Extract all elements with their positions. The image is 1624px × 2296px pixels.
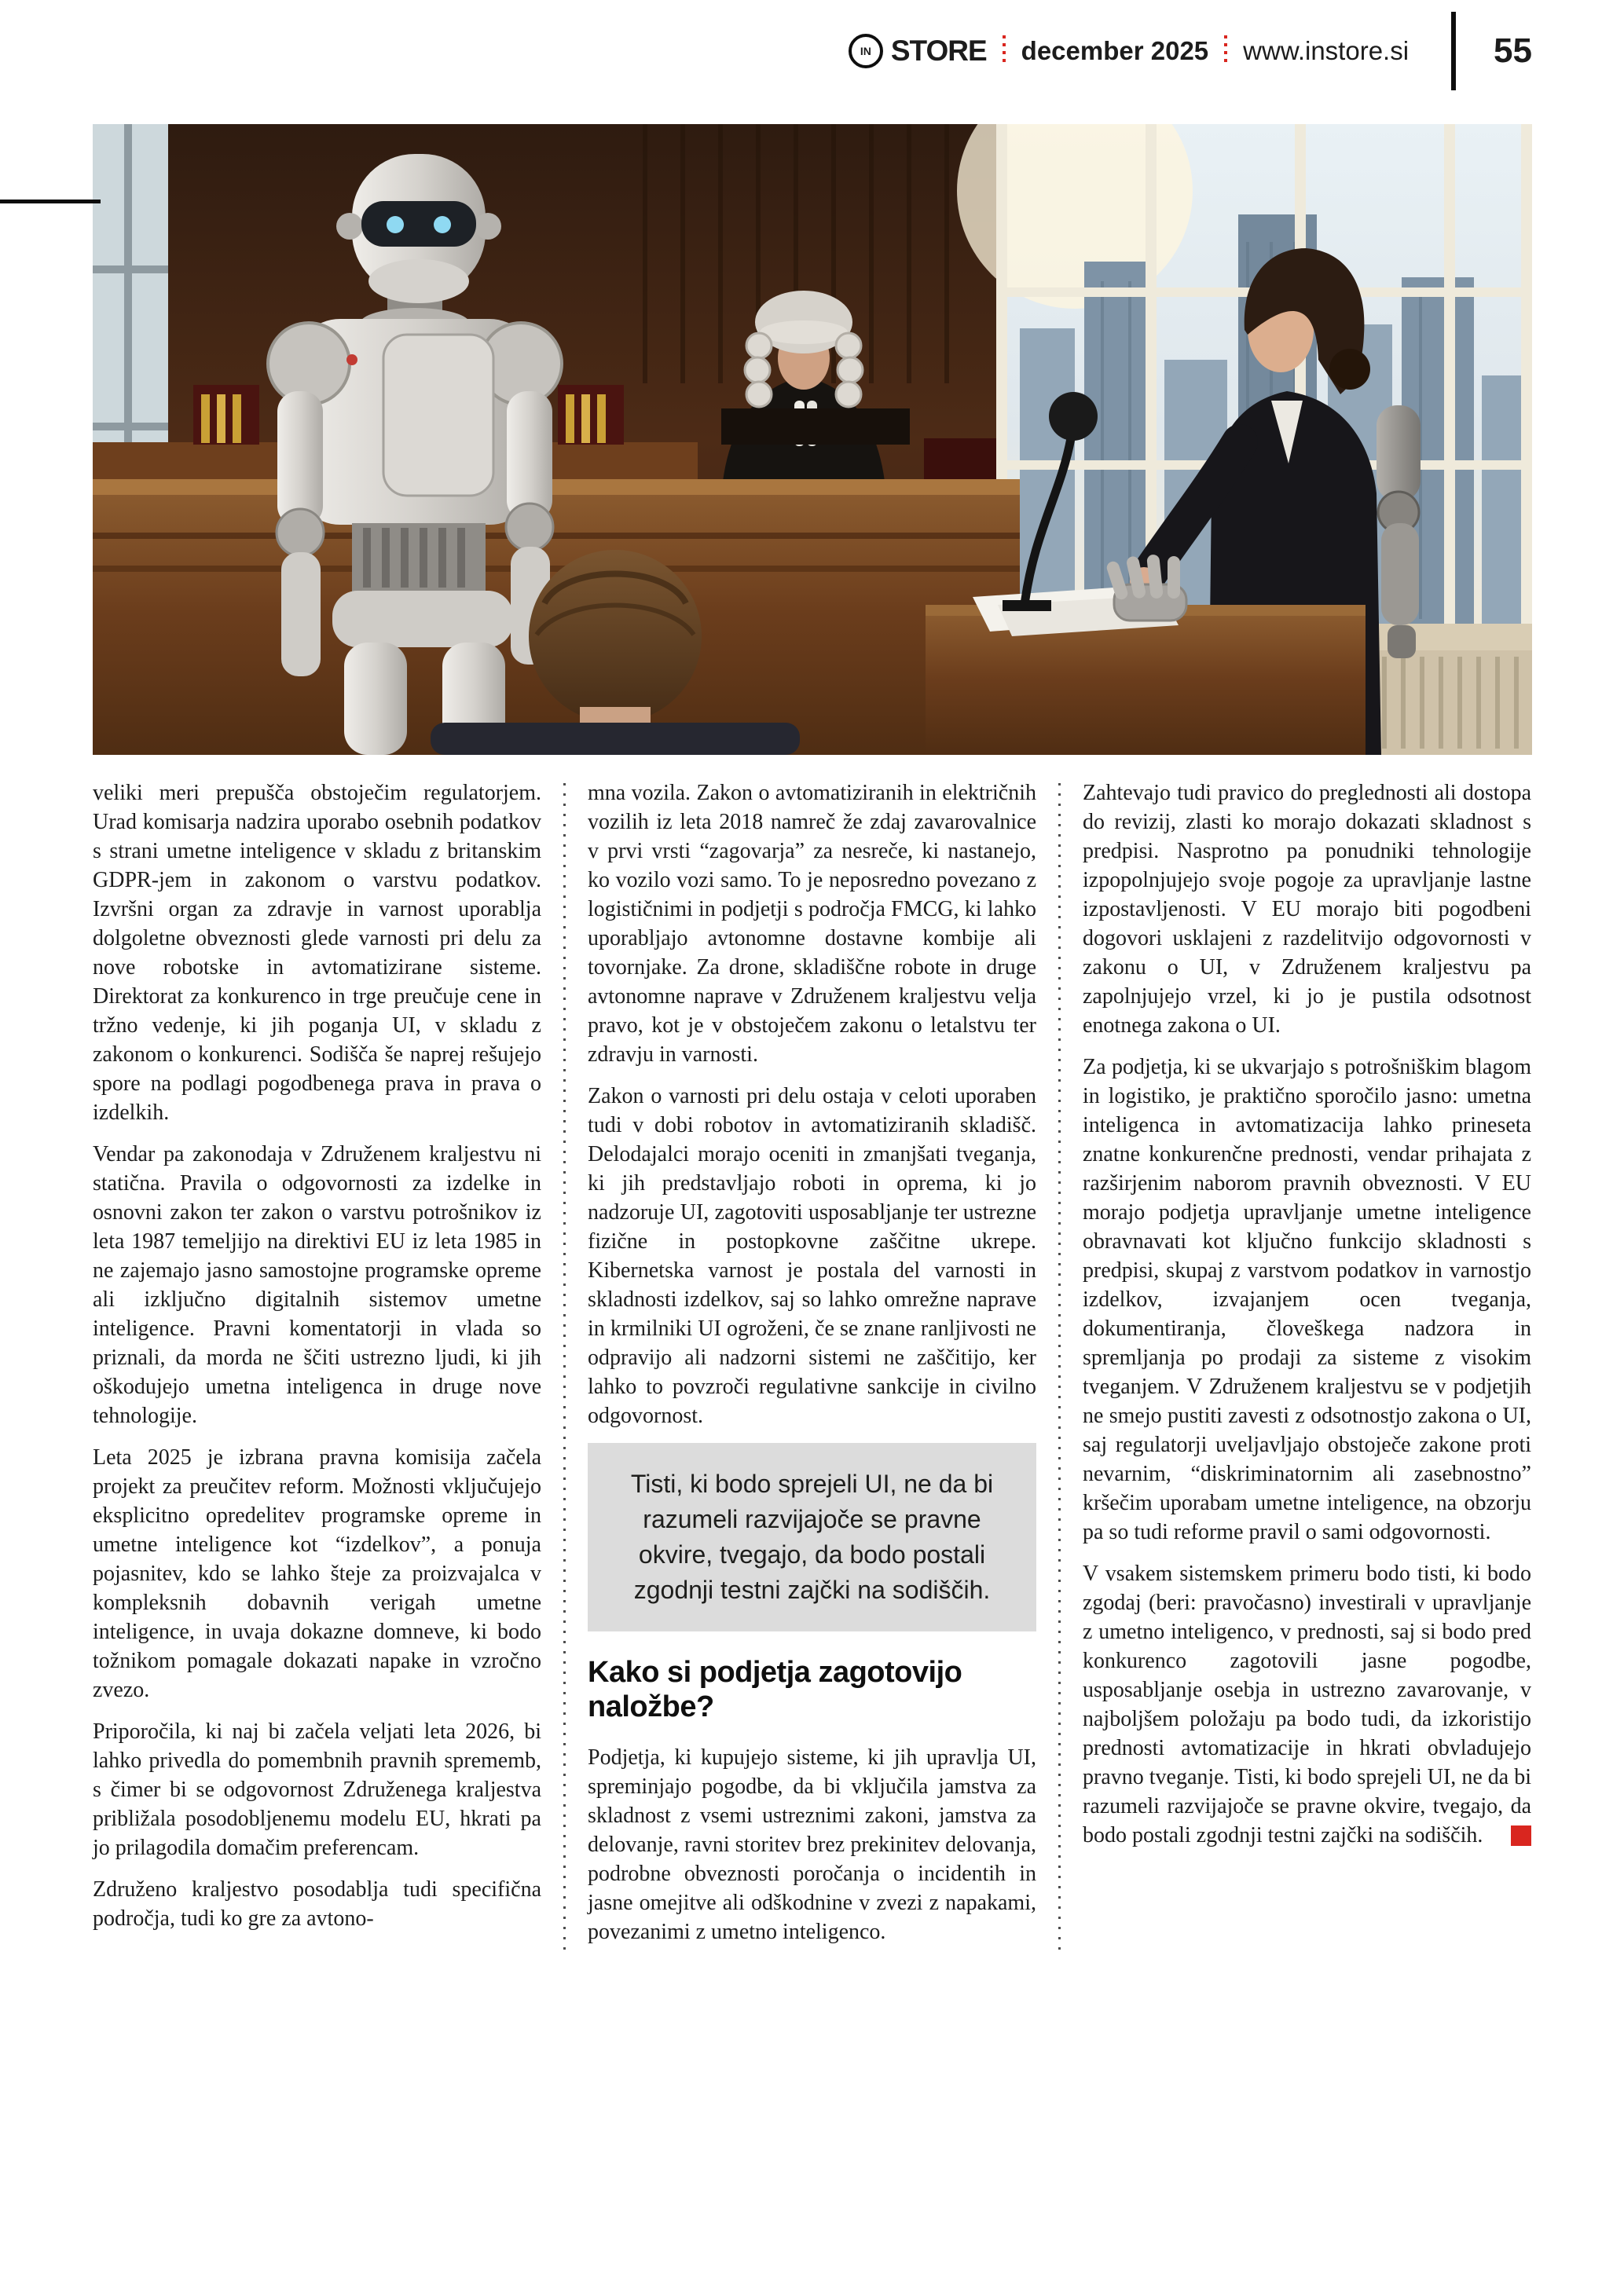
article-paragraph: Zahtevajo tudi pravico do preglednosti ali dostopa do revizij, zlasti ko morajo dokazati skladnost s predpisi. Nasprotno pa ponudniki tehnologije izpopolnjujejo svoje pogoje za upravljanje lastne izpostavljenosti. V EU morajo biti pogodbeni dogovori usklajeni z razdelitvijo odgovornosti v zakonu o UI, v Združenem kraljestvu pa zapolnjujejo vrzel, ki jo je pustila odsotnost enotnega zakona o UI.: [1083, 781, 1531, 1038]
column-2-top: [588, 778, 1036, 1430]
article-column-1: [93, 778, 541, 1959]
end-of-article-marker: [1511, 1825, 1531, 1846]
gallery-man-shoulders: [431, 723, 800, 755]
article-paragraph: Leta 2025 je izbrana pravna komisija začela projekt za preučitev reform. Možnosti vključujejo eksplicitno opredelitev programske opreme in umetne inteligence kot “izdelkov”, a ponuja pojasnitev, kdo se lahko šteje za proizvajalca v kompleksnih dobavnih verigah umetne inteligence, in uvaja dokazne domneve, ki bodo tožnikom pomagale dokazati napake in vzročno zvezo.: [93, 1445, 541, 1702]
bench-desk-items: [721, 408, 910, 445]
article-body: [93, 778, 1532, 1959]
article-column-3: [1083, 778, 1531, 1959]
article-paragraph: Združeno kraljestvo posodablja tudi specifična področja, tudi ko gre za avtono-: [93, 1877, 541, 1931]
brass-lamp: [558, 385, 624, 445]
issue-date: december 2025: [1021, 36, 1209, 65]
column-2-bottom: [588, 1743, 1036, 1946]
brass-lamp: [193, 385, 259, 445]
article-paragraph: Priporočila, ki naj bi začela veljati leta 2026, bi lahko privedla do pomembnih pravnih sprememb, s čimer bi se odgovornost Združenega kraljestva približala posodobljenemu modelu EU, hkrati pa jo prilagodila domačim preferencam.: [93, 1719, 541, 1860]
bench-nameplate: [924, 438, 996, 479]
section-heading: Kako si podjetja zagotovijo naložbe?: [588, 1656, 962, 1723]
article-paragraph: Za podjetja, ki se ukvarjajo s potrošniškim blagom in logistiko, je praktično sporočilo jasno: umetna inteligenca in avtomatizacija lahko prineseta znatne konkurenčne prednosti, vendar prihajata z razširjenim naborom pravnih obveznosti. V EU morajo podjetja upravljanje umetne inteligence obravnavati kot ključno funkcijo skladnosti s predpisi, skupaj z varstvom podatkov in varnostjo izdelkov, izvajanjem ocen tveganja, dokumentiranja, človeškega nadzora in spremljanja po prodaji za sisteme z visokim tveganjem. V Združenem kraljestvu se v podjetjih ne smejo pustiti zavesti z odsotnostjo zakona o UI, saj regulatorji uveljavljajo obstoječe zakone proti nevarnim, “diskriminatornim ali zasebnostno” kršečim uporabam umetne inteligence, na obzorju pa so tudi reforme pravil o sami odgovornosti.: [1083, 1055, 1531, 1544]
column-divider-dotted: [1058, 783, 1061, 1951]
header-dotted-divider: [1003, 35, 1006, 67]
article-paragraph: Zakon o varnosti pri delu ostaja v celoti uporaben tudi v dobi robotov in avtomatiziranih skladišč. Delodajalci morajo oceniti in zmanjšati tveganja, ki jih predstavljajo roboti in oprema, ki jo nadzoruje UI, zagotoviti usposabljanje ter ustrezne fizične in postopkovne zaščitne ukrepe. Kibernetska varnost je postala del varnosti in skladnosti izdelkov, saj so lahko omrežne naprave in krmilniki UI ogroženi, če se znane ranljivosti ne odpravijo ali nadzorni sistemi ne zaščitijo, ker lahko to povzroči regulativne sankcije in civilno odgovornost.: [588, 1084, 1036, 1428]
instore-logo-icon: IN: [849, 34, 883, 68]
article-paragraph: Vendar pa zakonodaja v Združenem kraljestvu ni statična. Pravila o odgovornosti za izdelke in osnovni zakon ter zakon o varstvu potrošnikov iz leta 1987 temeljijo na direktivi EU iz leta 1985 in ne zajemajo jasno samostojne programske opreme ali izključno digitalnih sistemov umetne inteligence. Pravni komentatorji in vlada so priznali, da morda ne ščiti ustrezno ljudi, ki jih oškodujejo umetna inteligenca in druge nove tehnologije.: [93, 1142, 541, 1428]
page-header: [93, 0, 1532, 102]
robot-visor: [361, 201, 476, 247]
courtroom-photo: [93, 124, 1532, 755]
article-paragraph: veliki meri prepušča obstoječim regulatorjem. Urad komisarja nadzira uporabo osebnih podatkov s strani umetne inteligence v skladu z britanskim GDPR-jem in zakonom o varstvu podatkov. Izvršni organ za zdravje in varnost uporablja dolgoletne obveznosti glede varnosti pri delu za nove robotske in avtomatizirane sisteme. Direktorat za konkurenco in trge preučuje cene in tržno vedenje, ki jih poganja UI, v skladu z zakonom o konkurenci. Sodišča še naprej rešujejo spore na podlagi pogodbenega prava in prava o izdelkih.: [93, 781, 541, 1125]
article-paragraph: Podjetja, ki kupujejo sisteme, ki jih upravlja UI, spreminjajo pogodbe, da bi vključila jamstva za skladnost z vsemi ustreznimi zakoni, jamstva za delovanje, ravni storitev brez prekinitev delovanja, podrobne obveznosti poročanja o incidentih in jasne omejitve ali odškodnine v zvezi z napakami, povezanimi z umetno inteligenco.: [588, 1745, 1036, 1944]
article-paragraph: V vsakem sistemskem primeru bodo tisti, ki bodo zgodaj (beri: pravočasno) investirali v upravljanje z umetno inteligenco, v prednosti, saj si bodo pred konkurenco zagotovili jasne pogodbe, usposabljanje osebja in ustrezno zavarovanje, v najboljšem položaju pa bodo tudi, da izkoristijo prednosti avtomatizacije in hkrati obvladujejo pravno tveganje. Tisti, ki bodo sprejeli UI, ne da bi razumeli razvijajoče se pravne okvire, tvegajo, da bodo postali zgodnji testni zajčki na sodiščih.: [1083, 1562, 1531, 1847]
pull-quote: Tisti, ki bodo sprejeli UI, ne da bi razumeli razvijajoče se pravne okvire, tvegajo, da bodo postali zgodnji testni zajčki na sodiščih.: [588, 1443, 1036, 1631]
article-paragraph: mna vozila. Zakon o avtomatiziranih in električnih vozilih iz leta 2018 namreč že zdaj zavarovalnice v prvi vrsti “zagovarja” za nesreče, ki nastanejo, ko vozilo vozi samo. To je neposredno povezano z logističnimi in podjetji s področja FMCG, ki lahko uporabljajo avtonomne dostavne kombije ali tovornjake. Za drone, skladiščne robote in druge avtonomne naprave v Združenem kraljestvu velja pravo, kot je v obstoječem zakonu o letalstvu ter zdravju in varnosti.: [588, 781, 1036, 1067]
robot-waist: [352, 523, 486, 592]
article-column-2: [588, 778, 1036, 1959]
header-vertical-rule: [1451, 12, 1456, 90]
page-number: 55: [1494, 31, 1532, 70]
website-link[interactable]: www.instore.si: [1243, 36, 1410, 65]
robot-eye: [434, 216, 451, 233]
margin-rule: [0, 200, 101, 203]
courtroom-illustration: [93, 124, 1532, 755]
robot-eye: [387, 216, 404, 233]
magazine-title: STORE: [890, 35, 987, 67]
column-divider-dotted: [563, 783, 566, 1951]
header-dotted-divider: [1224, 35, 1227, 67]
